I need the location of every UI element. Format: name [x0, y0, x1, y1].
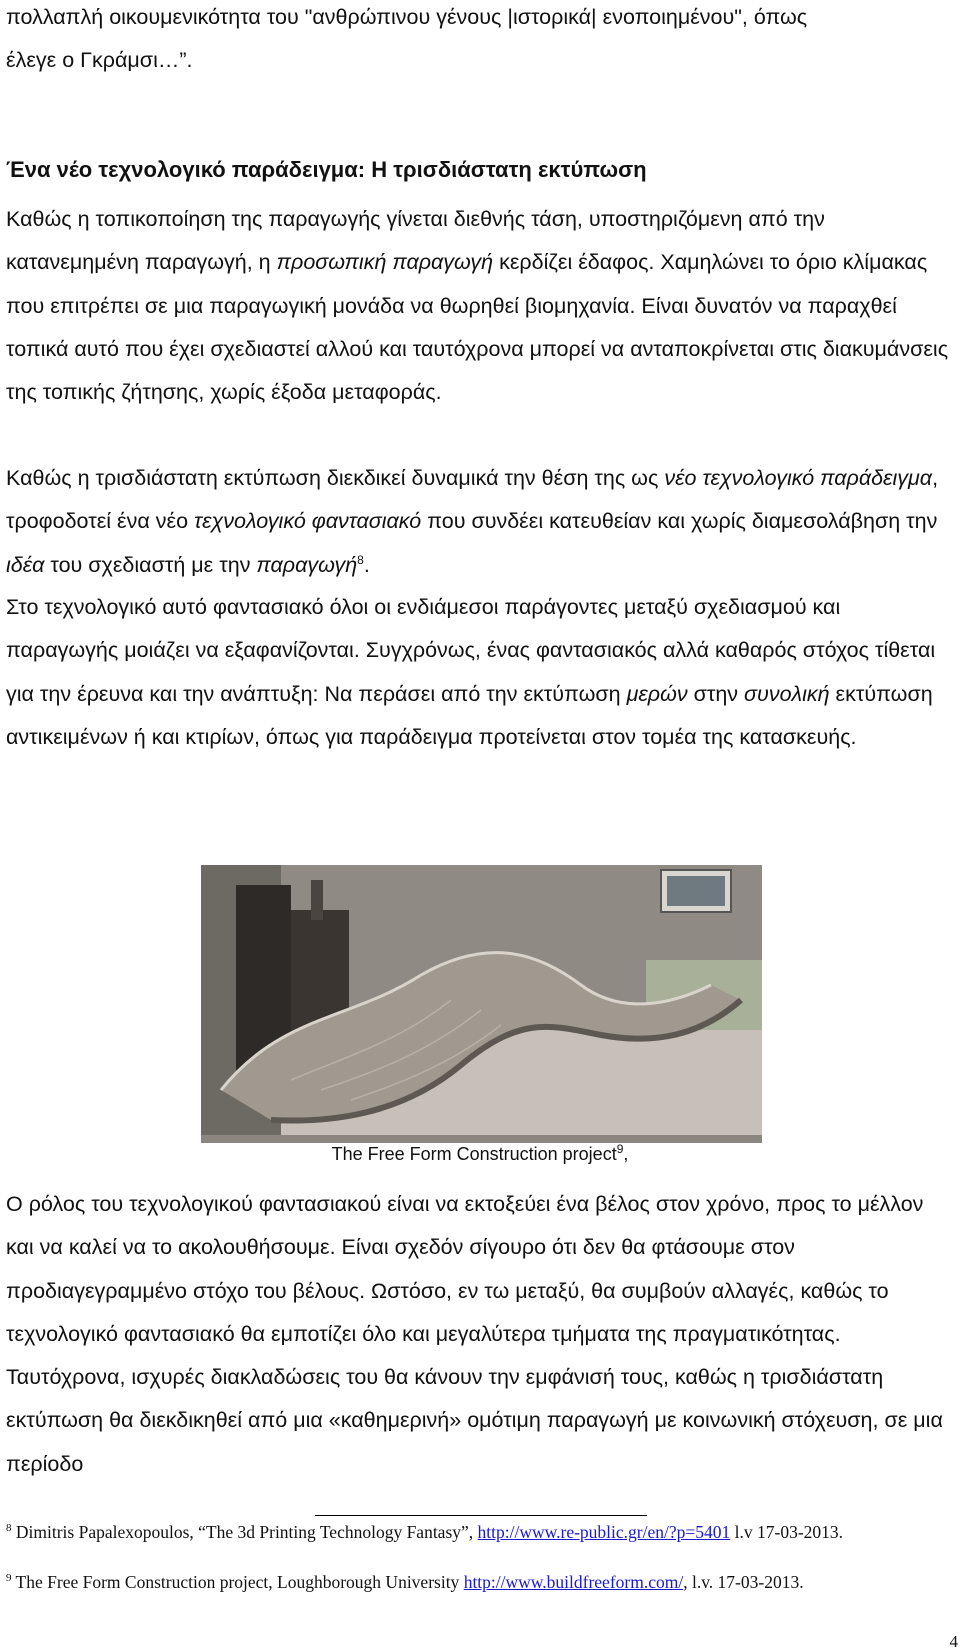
emphasis-technological-imaginary: τεχνολογικό φαντασιακό: [194, 509, 422, 534]
emphasis-whole: συνολική: [744, 681, 830, 706]
text-run: στην: [687, 681, 745, 706]
footnote-9: [6, 1572, 954, 1593]
text-run: .: [363, 552, 370, 577]
footnote-number: 8: [6, 1522, 12, 1535]
footnote-8: [6, 1522, 954, 1543]
emphasis-idea: ιδέα: [6, 552, 45, 577]
paragraph-localization: [6, 198, 952, 414]
footnote-ref-9[interactable]: 9: [616, 1142, 624, 1156]
paragraph-technological-paradigm: [6, 457, 952, 587]
footnote-text: Dimitris Papalexopoulos, “The 3d Printing Technology Fantasy”,: [11, 1522, 478, 1542]
sculpture-illustration: [201, 865, 762, 1143]
footnote-number: 9: [6, 1572, 12, 1585]
text-run: Καθώς η τρισδιάστατη εκτύπωση διεκδικεί δυναμικά την θέση της ως: [6, 466, 665, 490]
emphasis-production: παραγωγή: [256, 552, 358, 577]
text-run: , τροφοδοτεί ένα νέο: [6, 466, 939, 534]
footnote-text: The Free Form Construction project, Loughborough University: [11, 1572, 464, 1592]
page-number: 4: [949, 1632, 958, 1651]
footnote-ref-8[interactable]: 8: [357, 552, 364, 567]
figure-caption: [0, 1142, 960, 1166]
continued-line-2: έλεγε ο Γκράμσι…”.: [6, 48, 193, 73]
caption-tail: ,: [623, 1144, 629, 1164]
text-run: Στο τεχνολογικό αυτό φαντασιακό όλοι οι ενδιάμεσοι παράγοντες μεταξύ σχεδιασμού και παραγωγής μοιάζει να εξαφανίζονται. Συγχρόνως, ένας φαντασιακός αλλά καθαρός στόχος τίθεται για την έρευνα και την ανάπτυξη: Να περάσει από την εκτύπωση: [6, 595, 936, 706]
paragraph-arrow-in-time: Ο ρόλος του τεχνολογικού φαντασιακού είναι να εκτοξεύει ένα βέλος στον χρόνο, προς το μέλλον και να καλεί να το ακολουθήσουμε. Είναι σχεδόν σίγουρο ότι δεν θα φτάσουμε στον προδιαγεγραμμένο στόχο του βέλους. Ωστόσο, εν τω μεταξύ, θα συμβούν αλλαγές, καθώς το τεχνολογικό φαντασιακό θα εμποτίζει όλο και μεγαλύτερα τμήματα της πραγματικότητας. Ταυτόχρονα, ισχυρές διακλαδώσεις του θα κάνουν την εμφάνισή τους, καθώς η τρισδιάστατη εκτύπωση θα διεκδικηθεί από μια «καθημερινή» ομότιμη παραγωγή με κοινωνική στόχευση, σε μια περίοδο: [6, 1192, 943, 1476]
footnote-link-republic[interactable]: http://www.re-public.gr/en/?p=5401: [477, 1522, 731, 1542]
continued-line-1: πολλαπλή οικουμενικότητα του "ανθρώπινου γένους |ιστορικά| ενοποιημένου", όπως: [6, 5, 808, 29]
text-run: του σχεδιαστή με την: [44, 552, 257, 577]
emphasis-parts: μερών: [626, 681, 688, 706]
caption-text: The Free Form Construction project: [331, 1144, 617, 1164]
emphasis-new-paradigm: νέο τεχνολογικό παράδειγμα: [664, 466, 933, 490]
paragraph-imaginary: [6, 586, 952, 759]
text-run: κερδίζει έδαφος. Χαμηλώνει το όριο κλίμακας που επιτρέπει σε μια παραγωγική μονάδα να θωρηθεί βιομηχανία. Είναι δυνατόν να παραχθεί τοπικά αυτό που έχει σχεδιαστεί αλλού και ταυτόχρονα μπορεί να ανταποκρίνεται στις διακυμάνσεις της τοπικής ζήτησης, χωρίς έξοδα μεταφοράς.: [6, 250, 949, 405]
footnote-tail: l.v 17-03-2013.: [730, 1522, 844, 1542]
text-run: Καθώς η τοπικοποίηση της παραγωγής γίνεται διεθνής τάση, υποστηριζόμενη από την κατανεμημένη παραγωγή, η: [6, 207, 825, 275]
free-form-construction-photo: [201, 865, 762, 1143]
footnote-tail: , l.v. 17-03-2013.: [683, 1572, 804, 1592]
footnote-link-buildfreeform[interactable]: http://www.buildfreeform.com/: [463, 1572, 684, 1592]
section-heading: Ένα νέο τεχνολογικό παράδειγμα: Η τρισδιάστατη εκτύπωση: [6, 157, 647, 182]
text-run: που συνδέει κατευθείαν και χωρίς διαμεσολάβηση την: [421, 509, 938, 534]
text-run: εκτύπωση αντικειμένων ή και κτιρίων, όπως για παράδειγμα προτείνεται στον τομέα της κατασκευής.: [6, 681, 933, 749]
emphasis-personal-production: προσωπική παραγωγή: [276, 250, 494, 275]
continued-paragraph: [6, 0, 952, 83]
footnote-separator: [315, 1515, 647, 1516]
